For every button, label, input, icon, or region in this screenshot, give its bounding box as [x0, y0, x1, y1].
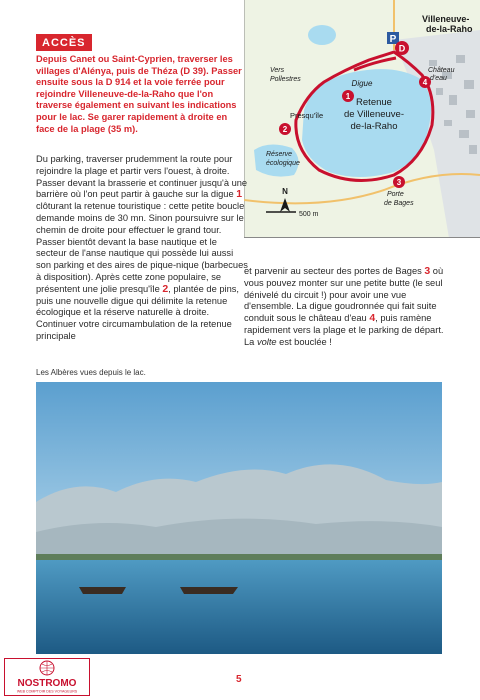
lake-photo [36, 382, 442, 654]
north-label: N [282, 187, 288, 196]
map-chateau-label-1: Château [428, 67, 455, 74]
map-vers-label-1: Vers [270, 67, 285, 74]
svg-text:D: D [398, 43, 406, 54]
svg-text:1: 1 [345, 92, 351, 101]
photo-boat [79, 587, 126, 594]
svg-text:WEB COMPTOIR DES VOYAGEURS: WEB COMPTOIR DES VOYAGEURS [16, 689, 78, 694]
map-porte-label-1: Porte [387, 191, 404, 198]
svg-text:4: 4 [422, 78, 428, 87]
page-number: 5 [236, 674, 242, 685]
photo-caption: Les Albères vues depuis le lac. [36, 368, 146, 377]
step-1-marker: 1 [236, 188, 243, 201]
photo-shore [36, 554, 442, 560]
photo-water [36, 560, 442, 654]
photo-hills [36, 519, 442, 557]
map-lake-label-1: Retenue [356, 97, 392, 108]
route-map [244, 0, 480, 238]
map-scale-label: 500 m [299, 211, 319, 218]
step-3-marker: 3 [424, 265, 431, 277]
svg-text:NOSTROMO: NOSTROMO [17, 678, 77, 689]
svg-text:2: 2 [282, 125, 288, 134]
step-2-marker: 2 [162, 282, 169, 295]
map-town-label-2: de-la-Raho [426, 24, 473, 34]
svg-text:3: 3 [396, 178, 402, 187]
map-town-label-1: Villeneuve- [422, 14, 470, 24]
map-reserve-label-1: Réserve [266, 151, 293, 158]
map-digue-label: Digue [351, 79, 373, 88]
access-heading: ACCÈS [36, 34, 92, 51]
map-lake-label-2: de Villeneuve- [343, 109, 405, 120]
svg-text:P: P [389, 34, 397, 45]
nostromo-logo [4, 658, 90, 696]
map-porte-label-2: de Bages [384, 200, 414, 207]
map-reserve-label-2: écologique [266, 160, 300, 167]
photo-boat [180, 587, 238, 594]
map-vers-label-2: Pollestres [270, 76, 301, 83]
access-directions: Depuis Canet ou Saint-Cyprien, traverser les villages d'Alénya, puis de Théza (D 39). Passer ensuite sous la D 914 et la voie ferrée pour rejoindre Villeneuve-de-la-Raho que l'on traverse également en suivant les indications pour le lac. Se garer rapidement à droite en face de la plage (35 m). [36, 54, 242, 134]
map-chateau-label-2: d'eau [430, 75, 447, 82]
step-4-marker: 4 [369, 312, 376, 325]
body-text-column-1: Du parking, traverser prudemment la route pour rejoindre la plage et partir vers l'ouest, à droite. Passer devant la brasserie et continuer jusqu'à une barrière où l'on peut partir à gauche sur la digue 1 clôturant la retenue touristique : cette petite boucle demande moins de 30 mn. Sinon poursuivre sur le chemin de droite pour effectuer le grand tour. Passer bientôt devant la base nautique et le secteur de l'anse nautique qui possède lui aussi son parking et des aires de pique-nique (barbecues à disposition). Après cette zone populaire, se présentent une jolie presqu'île 2, plantée de pins, puis une nouvelle digue qui délimite la retenue écologique et la réserve naturelle à droite. Continuer votre circumambulation de la retenue principale [36, 154, 248, 341]
map-pond [308, 25, 336, 45]
map-presquile-label: Presqu'île [290, 111, 324, 120]
body-text-column-2: et parvenir au secteur des portes de Bages 3 où vous pouvez monter sur une petite butte (le seul dénivelé du circuit !) pour avoir une vue d'ensemble. La digue goudronnée qui fait suite conduit sous le château d'eau 4, puis ramène rapidement vers la plage et le parking de départ. La volte est bouclée ! [244, 265, 444, 347]
map-lake-label-3: de-la-Raho [350, 121, 398, 132]
